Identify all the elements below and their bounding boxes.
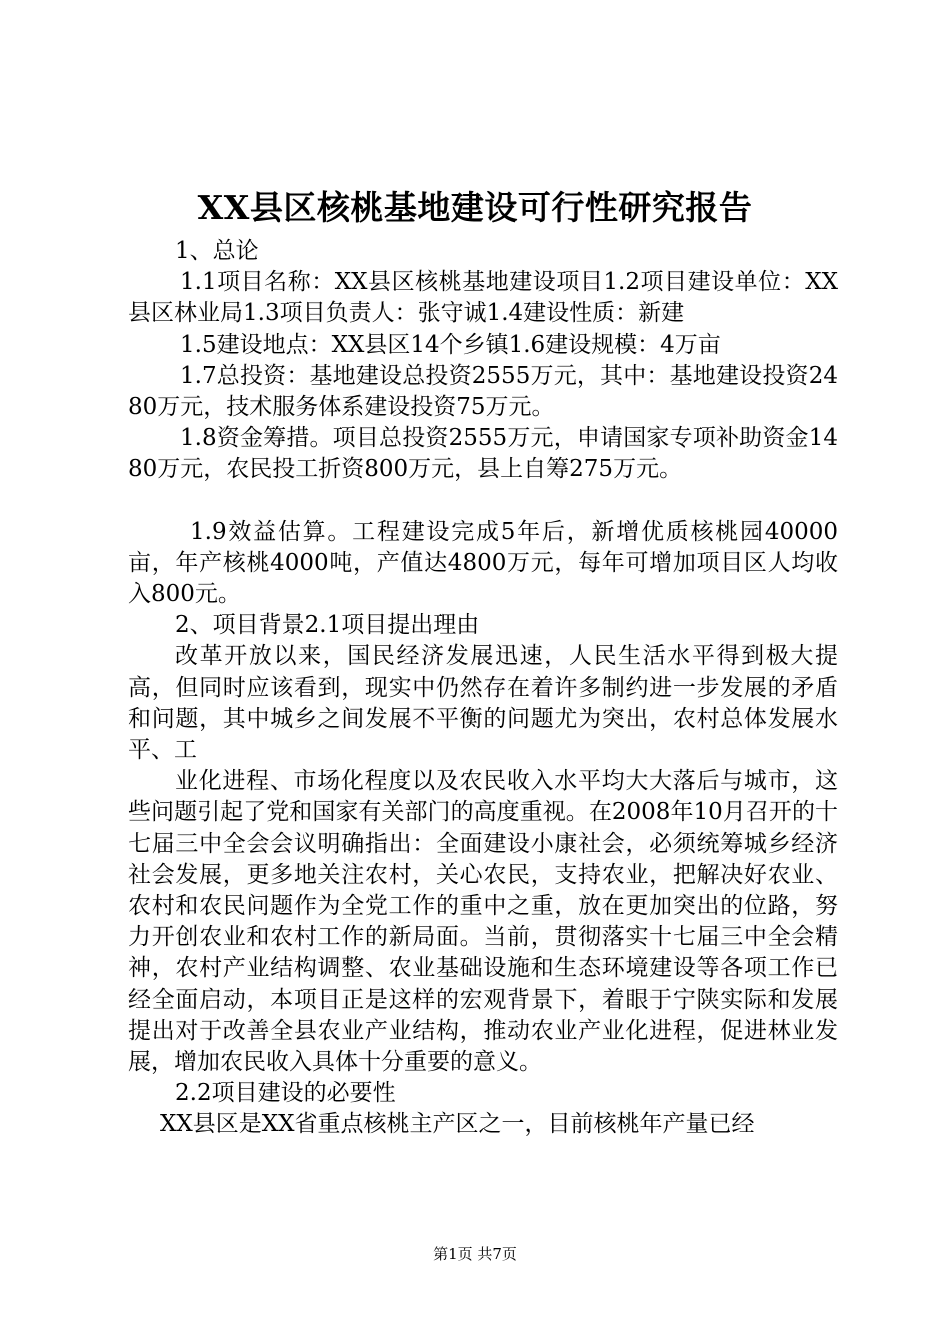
paragraph-section-1-heading: 1、总论 (175, 238, 259, 264)
paragraph-necessity-body: XX县区是XX省重点核桃主产区之一，目前核桃年产量已经 (160, 1111, 755, 1138)
paragraph-location-scale: 1.5建设地点：XX县区14个乡镇1.6建设规模：4万亩 (180, 331, 721, 358)
paragraph-background-detail: 业化进程、市场化程度以及农民收入水平均大大落后与城市，这些问题引起了党和国家有关部门的高度重视。在2008年10月召开的十七届三中全会会议明确指出：全面建设小康社会，必须统筹城乡经济社会发展，更多地关注农村，关心农民，支持农业，把解决好农业、农村和农民问题作为全党工作的重中之重，放在更加突出的位路，努力开创农业和农村工作的新局面。当前，贯彻落实十七届三中全会精神，农村产业结构调整、农业基础设施和生态环境建设等各项工作已经全面启动，本项目正是这样的宏观背景下，着眼于宁陕实际和发展提出对于改善全县农业产业结构，推动农业产业化进程，促进林业发展，增加农民收入具体十分重要的意义。 (128, 768, 838, 1076)
document-body (128, 236, 838, 1141)
paragraph-project-info: 1.1项目名称：XX县区核桃基地建设项目1.2项目建设单位：XX县区林业局1.3项目负责人：张守诚1.4建设性质：新建 (128, 269, 838, 327)
paragraph-total-investment: 1.7总投资：基地建设总投资2555万元，其中：基地建设投资2480万元，技术服务体系建设投资75万元。 (128, 362, 838, 421)
paragraph-section-2-heading: 2、项目背景2.1项目提出理由 (175, 612, 480, 639)
paragraph-necessity-heading: 2.2项目建设的必要性 (175, 1080, 396, 1107)
paragraph-background-intro: 改革开放以来，国民经济发展迅速，人民生活水平得到极大提高，但同时应该看到，现实中仍然存在着许多制约进一步发展的矛盾和问题，其中城乡之间发展不平衡的问题尤为突出，农村总体发展水平、工 (128, 643, 838, 764)
paragraph-spacer (128, 486, 838, 517)
paragraph-benefit-estimate: 1.9效益估算。工程建设完成5年后，新增优质核桃园40000亩，年产核桃4000吨，产值达4800万元，每年可增加项目区人均收入800元。 (128, 518, 838, 608)
page-number-footer: 第1页 共7页 (433, 1245, 517, 1263)
document-title: XX县区核桃基地建设可行性研究报告 (197, 188, 753, 227)
paragraph-funding: 1.8资金筹措。项目总投资2555万元，申请国家专项补助资金1480万元，农民投工折资800万元，县上自筹275万元。 (128, 425, 838, 483)
